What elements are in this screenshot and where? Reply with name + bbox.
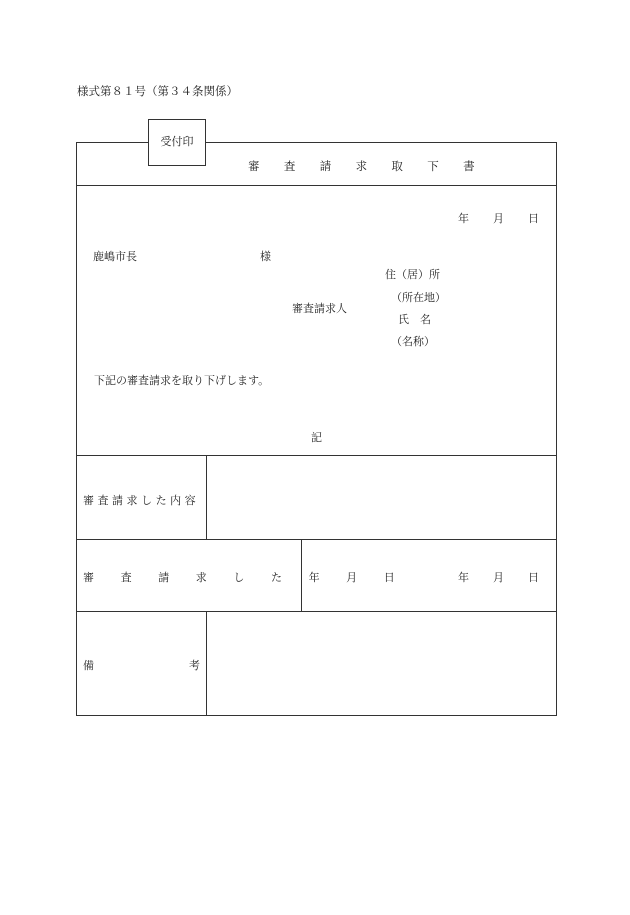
form-title: 審 査 請 求 取 下 書 bbox=[248, 159, 485, 173]
addressee-honorific: 様 bbox=[260, 250, 271, 263]
withdrawal-statement: 下記の審査請求を取り下げします。 bbox=[94, 374, 270, 387]
date-year-label: 年 bbox=[458, 212, 469, 225]
request-date-label: 審 査 請 求 し た 年 月 日 bbox=[83, 571, 407, 584]
body-divider bbox=[76, 455, 557, 456]
request-content-field[interactable] bbox=[212, 460, 552, 534]
request-date-day-label: 日 bbox=[528, 571, 539, 584]
addressee-name: 鹿嶋市長 bbox=[93, 250, 137, 263]
date-row-divider bbox=[76, 611, 557, 612]
title-divider bbox=[76, 185, 557, 186]
remarks-row-separator bbox=[206, 611, 207, 716]
content-row-separator bbox=[206, 455, 207, 539]
requester-address-label: 住（居）所 bbox=[385, 268, 440, 281]
date-day-label: 日 bbox=[528, 212, 539, 225]
remarks-field[interactable] bbox=[212, 616, 552, 711]
date-month-label: 月 bbox=[493, 212, 504, 225]
remarks-label-left: 備 bbox=[83, 659, 94, 672]
reception-stamp-label: 受付印 bbox=[160, 135, 194, 148]
request-date-month-label: 月 bbox=[493, 571, 504, 584]
remarks-label-right: 考 bbox=[189, 659, 200, 672]
content-row-divider bbox=[76, 539, 557, 540]
requester-entity-label: （名称） bbox=[391, 335, 435, 348]
requester-role-label: 審査請求人 bbox=[292, 302, 347, 315]
form-number: 様式第８１号（第３４条関係） bbox=[77, 84, 238, 98]
ki-marker: 記 bbox=[311, 431, 322, 444]
request-content-label: 審査請求した内容 bbox=[83, 494, 200, 507]
requester-name-label: 氏 名 bbox=[398, 313, 431, 326]
requester-location-label: （所在地） bbox=[391, 291, 446, 304]
request-date-year-label: 年 bbox=[458, 571, 469, 584]
reception-stamp-box bbox=[148, 119, 206, 166]
